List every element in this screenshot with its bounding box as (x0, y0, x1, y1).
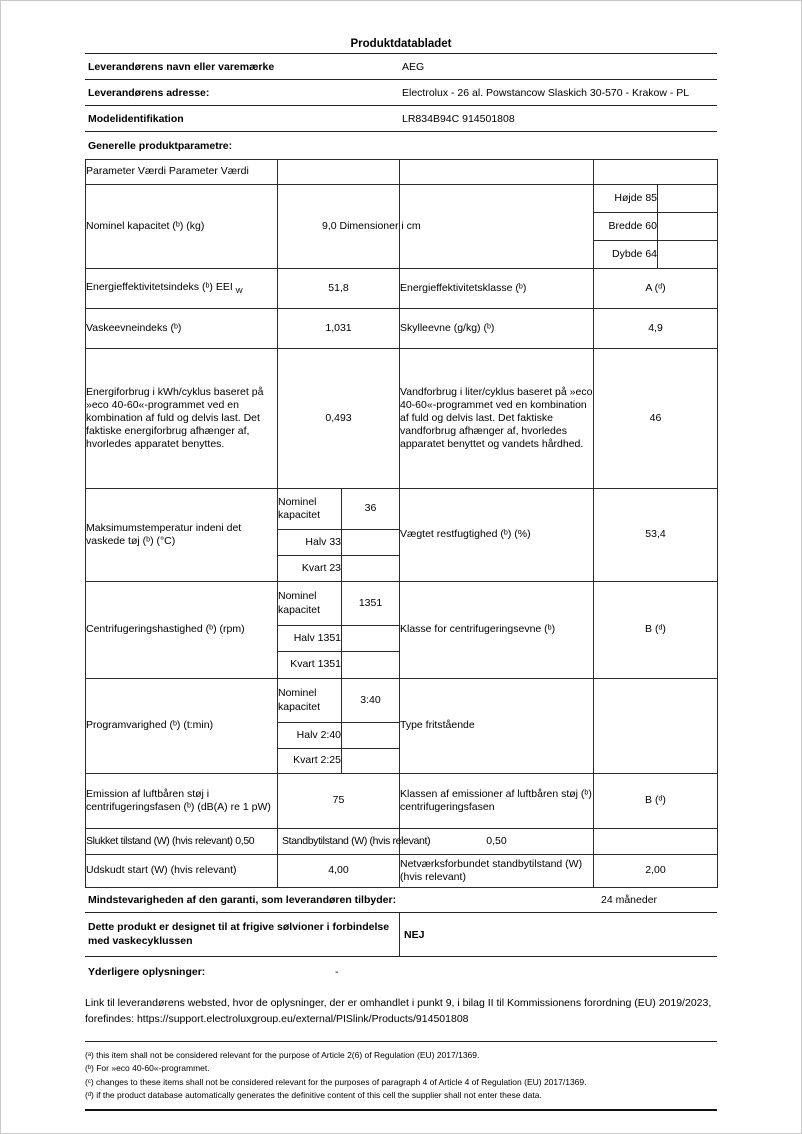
spin-nominal-value: 1351 (342, 582, 400, 626)
energy-class-label: Energieffektivitetsklasse (ᵇ) (400, 269, 594, 309)
type-label: Type fritstående (400, 679, 594, 774)
water-consumption-value: 46 (594, 349, 718, 489)
row-noise (86, 774, 718, 829)
row-off-mode (86, 829, 718, 855)
energy-consumption-label: Energiforbrug i kWh/cyklus baseret på »eco 40-60«-programmet ved en kombination af fuld og delvis last. Det faktiske energiforbrug afhænger af, hvorledes apparatet benyttes. (86, 349, 278, 489)
param-header-cell: Parameter Værdi Parameter Værdi (86, 160, 278, 185)
rinse-value: 4,9 (594, 309, 718, 349)
row-spin (86, 582, 718, 626)
row-consumption (86, 349, 718, 489)
spin-class-value: B (ᵈ) (594, 582, 718, 679)
additional-info-row (85, 957, 717, 987)
delayed-start-label: Udskudt start (W) (hvis relevant) (86, 855, 278, 888)
general-parameters-header: Generelle produktparametre: (88, 139, 233, 152)
supplier-address-value: Electrolux - 26 al. Powstancow Slaskich 30-570 - Krakow - PL (402, 86, 690, 99)
model-id-label: Modelidentifikation (88, 112, 184, 125)
duration-half-value: Halv 2:40 (278, 723, 342, 749)
wash-index-label: Vaskeevneindeks (ᵇ) (86, 309, 278, 349)
footnote-a: (ᵃ) this item shall not be considered relevant for the purpose of Article 2(6) of Regulation (EU) 2017/1369. (85, 1049, 480, 1060)
max-temperature-label: Maksimumstemperatur indeni det vaskede tøj (ᵇ) (°C) (86, 489, 278, 582)
empty-cell (342, 652, 400, 679)
warranty-label: Mindstevarigheden af den garanti, som leverandøren tilbyder: (88, 894, 397, 906)
silver-ions-label: Dette produkt er designet til at frigive sølvioner i forbindelse med vaskecyklussen (88, 920, 390, 947)
dimension-height: Højde 85 (594, 185, 658, 213)
meta-row-supplier-name (85, 54, 717, 80)
capacity-label: Nominel kapacitet (ᵇ) (kg) (86, 185, 278, 269)
residual-moisture-value: 53,4 (594, 489, 718, 582)
spin-quarter-value: Kvart 1351 (278, 652, 342, 679)
empty-cell (594, 160, 718, 185)
silver-ions-row (85, 913, 717, 957)
dimension-width: Bredde 60 (594, 213, 658, 241)
rinse-label: Skylleevne (g/kg) (ᵇ) (400, 309, 594, 349)
page-title: Produktdatabladet (350, 38, 452, 50)
empty-cell (342, 556, 400, 582)
supplier-website-text: Link til leverandørens websted, hvor de oplysninger, der er omhandlet i punkt 9, i bilag II til Kommissionens forordning (EU) 2019/2023, forefindes: (85, 997, 712, 1025)
dimension-depth: Dybde 64 (594, 241, 658, 269)
model-id-value: LR834B94C 914501808 (402, 112, 515, 125)
footnote-c: (ᶜ) changes to these items shall not be considered relevant for the purposes of paragraph 4 of Article 4 of Regulation (EU) 2017/1369. (85, 1076, 587, 1087)
temp-nominal-value: 36 (342, 489, 400, 530)
noise-emission-label: Emission af luftbåren støj i centrifugeringsfasen (ᵇ) (dB(A) re 1 pW) (86, 774, 278, 829)
page-bottom-rule (85, 1109, 717, 1111)
empty-cell (342, 749, 400, 774)
residual-moisture-label: Vægtet restfugtighed (ᵇ) (%) (400, 489, 594, 582)
noise-emission-value: 75 (278, 774, 400, 829)
delayed-start-value: 4,00 (278, 855, 400, 888)
meta-row-model-id (85, 106, 717, 132)
meta-row-supplier-address (85, 80, 717, 106)
empty-cell (658, 185, 718, 213)
water-consumption-label: Vandforbrug i liter/cyklus baseret på »eco 40-60«-programmet ved en kombination af fuld og delvis last. Det faktiske vandforbrug afhænger af, hvorledes apparatet benyttet og vandets hårdhed. (400, 349, 594, 489)
off-mode-label (86, 829, 278, 855)
document-content (85, 38, 717, 1111)
duration-label: Programvarighed (ᵇ) (t:min) (86, 679, 278, 774)
table-header-row (86, 160, 718, 185)
empty-cell (342, 626, 400, 652)
temp-half-value: Halv 33 (278, 530, 342, 556)
additional-info-value: - (335, 966, 339, 978)
empty-cell (658, 213, 718, 241)
energy-consumption-value: 0,493 (278, 349, 400, 489)
warranty-value: 24 måneder (601, 894, 658, 906)
capacity-value-overflow: 9,0 Dimensioner i cm (322, 219, 421, 232)
standby-label-text: Standbytilstand (W) (hvis relevant) (282, 834, 431, 847)
empty-cell (658, 241, 718, 269)
duration-quarter-value: Kvart 2:25 (278, 749, 342, 774)
networked-standby-value: 2,00 (594, 855, 718, 888)
duration-nominal-label: Nominel kapacitet (278, 679, 342, 723)
off-mode-label-text: Slukket tilstand (W) (hvis relevant) 0,50 (86, 834, 255, 847)
wash-index-value: 1,031 (278, 309, 400, 349)
row-temperature (86, 489, 718, 530)
footnote-d: (ᵈ) if the product database automatically generates the definitive content of this cell the supplier shall not enter these data. (85, 1090, 542, 1101)
eei-label-subscript: W (235, 286, 243, 296)
spin-nominal-label: Nominel kapacitet (278, 582, 342, 626)
spin-speed-label: Centrifugeringshastighed (ᵇ) (rpm) (86, 582, 278, 679)
spin-class-label: Klasse for centrifugeringsevne (ᵇ) (400, 582, 594, 679)
standby-value: 0,50 (400, 829, 594, 855)
capacity-value-cell (278, 185, 421, 269)
silver-ions-value: NEJ (399, 913, 717, 956)
duration-nominal-value: 3:40 (342, 679, 400, 723)
networked-standby-label: Netværksforbundet standbytilstand (W) (hvis relevant) (400, 855, 594, 888)
footnote-b: (ᵇ) For »eco 40-60«-programmet. (85, 1063, 210, 1074)
empty-cell (278, 160, 400, 185)
warranty-row (85, 888, 717, 913)
empty-cell (400, 160, 594, 185)
supplier-name-label: Leverandørens navn eller varemærke (88, 60, 275, 73)
parameters-table (85, 159, 718, 888)
temp-quarter-value: Kvart 23 (278, 556, 342, 582)
energy-class-value: A (ᵈ) (594, 269, 718, 309)
row-duration (86, 679, 718, 723)
spin-half-value: Halv 1351 (278, 626, 342, 652)
eei-value: 51,8 (278, 269, 400, 309)
empty-cell (594, 829, 718, 855)
noise-class-value: B (ᵈ) (594, 774, 718, 829)
supplier-website-link[interactable]: https://support.electroluxgroup.eu/external/PISlink/Products/914501808 (136, 1012, 469, 1025)
supplier-address-label: Leverandørens adresse: (88, 86, 210, 99)
row-wash-index (86, 309, 718, 349)
row-capacity (86, 185, 718, 213)
supplier-website-paragraph (85, 996, 717, 1028)
empty-cell (342, 723, 400, 749)
noise-class-label: Klassen af emissioner af luftbåren støj (ᵇ) centrifugeringsfasen (400, 774, 594, 829)
row-eei (86, 269, 718, 309)
supplier-name-value: AEG (402, 60, 425, 73)
dimensions-label-cell (400, 185, 594, 269)
row-delayed-start (86, 855, 718, 888)
footnotes (85, 1042, 717, 1103)
temp-nominal-label: Nominel kapacitet (278, 489, 342, 530)
type-value (594, 679, 718, 774)
eei-label-text: Energieffektivitetsindeks (ᵇ) EEI (86, 281, 233, 294)
eei-label (86, 269, 278, 309)
empty-cell (342, 530, 400, 556)
supplier-meta-table (85, 53, 717, 132)
additional-info-label: Yderligere oplysninger: (88, 966, 206, 978)
standby-label-cell (278, 829, 431, 855)
